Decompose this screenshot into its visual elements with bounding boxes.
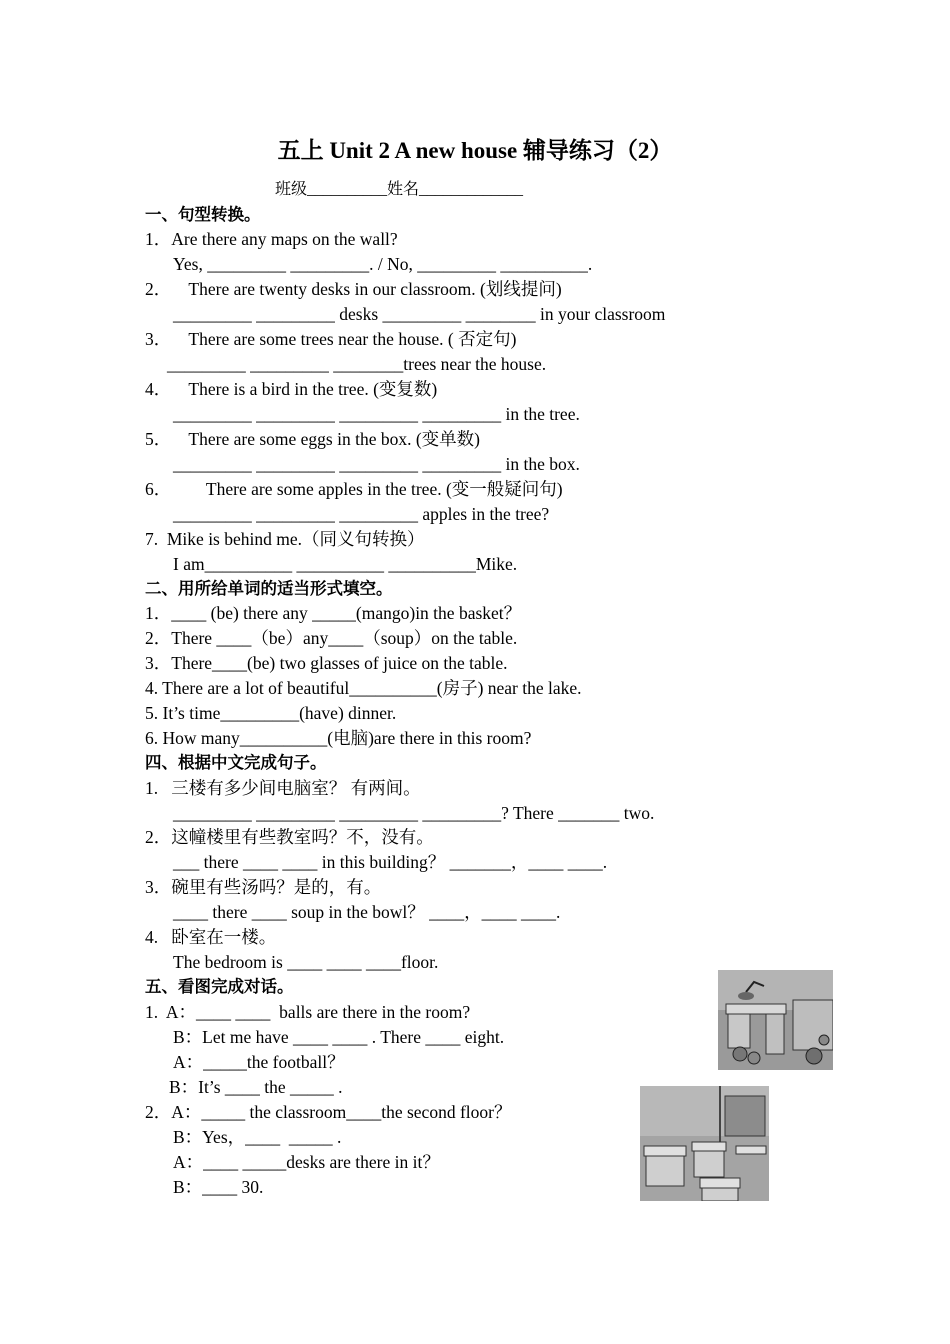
exercise-line: 1．____ (be) there any _____(mango)in the basket？ — [145, 603, 522, 623]
exercise-line: I am__________ __________ __________Mike. — [173, 554, 518, 574]
exercise-line: 5． There are some eggs in the box. (变单数) — [145, 429, 481, 449]
exercise-line: 1．Are there any maps on the wall? — [145, 229, 398, 249]
exercise-line: B：____ 30. — [173, 1177, 264, 1197]
exercise-line: 6. How many__________(电脑)are there in this room? — [145, 728, 532, 748]
exercise-line: _________ _________ ________trees near the house. — [167, 354, 547, 374]
section-heading: 五、看图完成对话。 — [145, 977, 294, 996]
exercise-line: 3． There are some trees near the house. ( 否定句) — [145, 329, 517, 349]
exercise-line: ____ there ____ soup in the bowl？ ____，____ ____. — [173, 902, 561, 922]
section-heading: 一、句型转换。 — [145, 205, 261, 224]
exercise-line: 2．There ____（be）any____（soup）on the table. — [145, 628, 518, 648]
exercise-line: Yes, _________ _________. / No, _________ __________. — [173, 254, 593, 274]
exercise-line: B：Yes，____ _____ . — [173, 1127, 342, 1147]
exercise-line: The bedroom is ____ ____ ____floor. — [173, 952, 439, 972]
exercise-line: 7. Mike is behind me.（同义句转换） — [145, 529, 425, 549]
classroom-picture — [640, 1086, 769, 1201]
exercise-line: B：Let me have ____ ____ . There ____ eight. — [173, 1027, 505, 1047]
exercise-line: _________ _________ _________ _________ in the tree. — [173, 404, 580, 424]
exercise-line: 4. There are a lot of beautiful__________(房子) near the lake. — [145, 678, 582, 698]
exercise-line: 2．A：_____ the classroom____the second floor？ — [145, 1102, 512, 1122]
exercise-line: _________ _________ _________ _________ in the box. — [173, 454, 580, 474]
class-name-line: 班级__________姓名_____________ — [275, 181, 524, 198]
exercise-line: _________ _________ desks _________ ________ in your classroom — [173, 304, 666, 324]
exercise-line: 1. 三楼有多少间电脑室？ 有两间。 — [145, 778, 421, 798]
worksheet-title: 五上 Unit 2 A new house 辅导练习（2） — [277, 138, 673, 163]
exercise-line: 4. 卧室在一楼。 — [145, 927, 277, 947]
exercise-line: 3．There____(be) two glasses of juice on the table. — [145, 653, 508, 673]
exercise-line: 5. It’s time_________(have) dinner. — [145, 703, 397, 723]
bedroom-picture — [718, 970, 833, 1070]
exercise-line: _________ _________ _________ _________? There _______ two. — [173, 803, 655, 823]
exercise-line: 2．这幢楼里有些教室吗？不，没有。 — [145, 827, 434, 847]
exercise-line: 6． There are some apples in the tree. (变一般疑问句) — [145, 479, 563, 499]
exercise-line: 2． There are twenty desks in our classroom. (划线提问) — [145, 279, 562, 299]
section-heading: 四、根据中文完成句子。 — [145, 753, 327, 772]
exercise-line: _________ _________ _________ apples in the tree? — [173, 504, 550, 524]
exercise-line: ___ there ____ ____ in this building？ _______，____ ____. — [173, 852, 608, 872]
exercise-line: A：_____the football？ — [173, 1052, 345, 1072]
section-heading: 二、用所给单词的适当形式填空。 — [145, 579, 393, 598]
exercise-line: 3．碗里有些汤吗？是的，有。 — [145, 877, 382, 897]
exercise-line: A：____ _____desks are there in it？ — [173, 1152, 440, 1172]
exercise-line: 1. A：____ ____ balls are there in the room? — [145, 1002, 471, 1022]
exercise-line: B：It’s ____ the _____ . — [169, 1077, 343, 1097]
exercise-line: 4． There is a bird in the tree. (变复数) — [145, 379, 438, 399]
